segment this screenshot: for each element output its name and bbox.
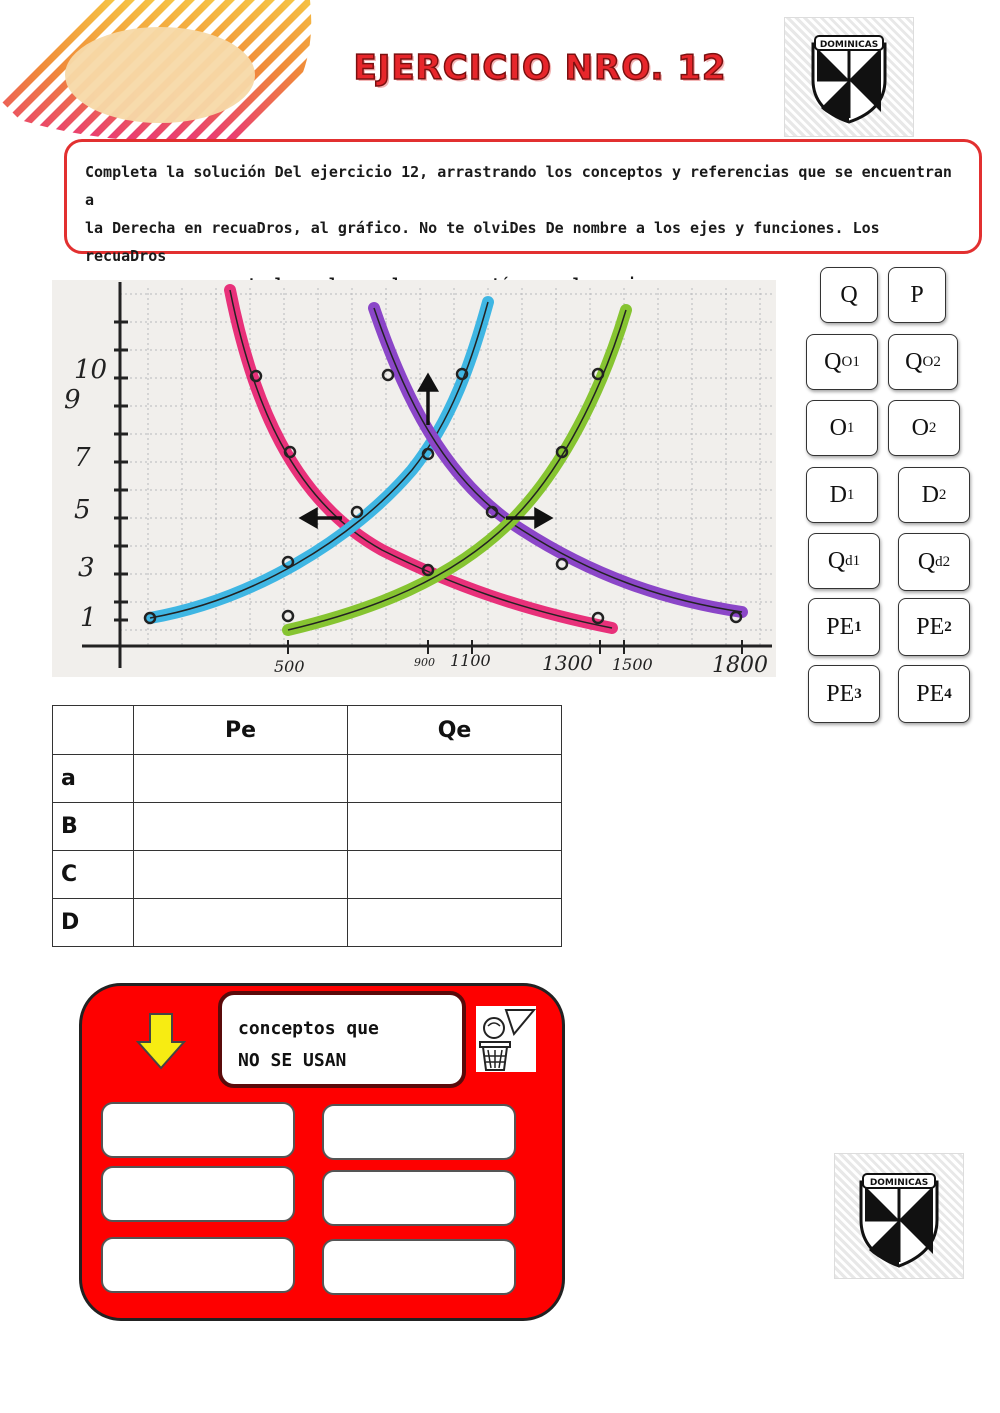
concept-chip-sub: 2: [938, 486, 947, 503]
logo-text: DOMINICAS: [819, 40, 879, 50]
concept-chip-label: Q: [840, 281, 858, 308]
school-logo-bottom: [834, 1153, 964, 1279]
concept-chip-sub: d2: [935, 553, 951, 570]
supply-demand-graph: [52, 280, 776, 677]
concept-chip-qo1[interactable]: [806, 334, 878, 390]
trash-slot[interactable]: [322, 1170, 516, 1226]
concept-chip-sub: d1: [845, 552, 861, 569]
concept-chip-label: D: [921, 481, 939, 508]
row-label: a: [53, 755, 134, 803]
instructions-box: [64, 139, 982, 265]
x-tick-label: 1800: [712, 653, 768, 677]
concept-chip-p[interactable]: [888, 267, 946, 323]
concept-chip-sub: O2: [922, 353, 941, 370]
x-tick-label: 500: [274, 657, 305, 676]
concept-chip-pe3[interactable]: [808, 665, 880, 723]
x-tick-label: 1100: [450, 651, 491, 670]
y-tick-label: 10: [74, 355, 108, 385]
concept-chip-label: PE: [826, 613, 855, 640]
row-label: B: [53, 803, 134, 851]
y-tick-label: 7: [74, 443, 91, 473]
row-label: C: [53, 851, 134, 899]
x-tick-label: 1500: [612, 655, 653, 674]
concept-chip-label: Q: [827, 547, 846, 574]
concept-chip-sub: O1: [841, 353, 860, 370]
answer-cell-pe[interactable]: [134, 803, 348, 851]
concept-chip-sub: 1: [854, 618, 862, 635]
shield-icon: [835, 1154, 963, 1278]
concept-chip-label: PE: [916, 613, 945, 640]
concept-chip-sub: 1: [846, 486, 855, 503]
answer-cell-qe[interactable]: [348, 803, 562, 851]
y-tick-label: 3: [78, 553, 95, 583]
concept-chip-d1[interactable]: [806, 467, 878, 523]
concept-chip-q[interactable]: [820, 267, 878, 323]
concept-chip-pe4[interactable]: [898, 665, 970, 723]
page-title: EJERCICIO NRO. 12: [353, 48, 727, 88]
school-logo-top: [784, 17, 914, 137]
column-header-qe: Qe: [348, 706, 562, 755]
column-header-pe: Pe: [134, 706, 348, 755]
trash-slot[interactable]: [322, 1239, 516, 1295]
trash-can-icon: [476, 1006, 536, 1072]
concept-chip-label: O: [911, 414, 929, 441]
concept-chip-sub: 1: [846, 419, 855, 436]
row-label: D: [53, 899, 134, 947]
equilibrium-table: [52, 705, 562, 947]
trash-label-line-2: NO SE USAN: [238, 1050, 347, 1071]
concept-chip-qd1[interactable]: [808, 533, 880, 589]
trash-slot[interactable]: [322, 1104, 516, 1160]
concept-chip-label: Q: [824, 348, 842, 375]
answer-cell-qe[interactable]: [348, 851, 562, 899]
instructions-line-1: Completa la solución Del ejercicio 12, arrastrando los conceptos y referencias que se encuentran a: [85, 163, 952, 209]
trash-slot[interactable]: [101, 1237, 295, 1293]
concept-chip-sub: 4: [944, 685, 952, 702]
corner-decoration: [0, 0, 330, 150]
instructions-line-2: la Derecha en recuaDros, al gráfico. No te olviDes De nombre a los ejes y funciones. Los recuaDros: [85, 219, 880, 265]
answer-cell-qe[interactable]: [348, 899, 562, 947]
x-tick-label: 1300: [542, 651, 593, 675]
answer-cell-pe[interactable]: [134, 851, 348, 899]
trash-label-line-1: conceptos que: [238, 1018, 379, 1039]
concept-chip-label: P: [910, 281, 924, 308]
concept-chip-label: PE: [826, 680, 855, 707]
table-row: [53, 851, 562, 899]
answer-cell-qe[interactable]: [348, 755, 562, 803]
answer-cell-pe[interactable]: [134, 899, 348, 947]
y-tick-label: 9: [64, 385, 81, 415]
concept-chip-d2[interactable]: [898, 467, 970, 523]
table-row: [53, 755, 562, 803]
concept-chip-sub: 3: [854, 685, 862, 702]
concept-chip-label: D: [829, 481, 847, 508]
concept-chip-label: PE: [916, 680, 945, 707]
table-row: [53, 899, 562, 947]
logo-text: DOMINICAS: [869, 1178, 929, 1188]
y-tick-label: 1: [80, 603, 97, 633]
shield-icon: [785, 18, 913, 136]
concept-chip-sub: 2: [944, 618, 952, 635]
concept-chip-label: Q: [917, 548, 936, 575]
x-tick-label: 900: [414, 656, 435, 669]
concept-chip-o2[interactable]: [888, 400, 960, 456]
concept-chip-label: Q: [905, 348, 923, 375]
table-row: [53, 803, 562, 851]
concept-chip-o1[interactable]: [806, 400, 878, 456]
concept-chip-sub: 2: [928, 419, 937, 436]
trash-label: [218, 991, 466, 1088]
concept-chip-label: O: [829, 414, 847, 441]
answer-cell-pe[interactable]: [134, 755, 348, 803]
arrow-down-icon: [136, 1012, 186, 1070]
concept-chip-pe1[interactable]: [808, 598, 880, 656]
trash-slot[interactable]: [101, 1166, 295, 1222]
concept-chip-qo2[interactable]: [888, 334, 958, 390]
concept-chip-pe2[interactable]: [898, 598, 970, 656]
table-corner-cell: [53, 706, 134, 755]
y-tick-label: 5: [74, 495, 91, 525]
trash-slot[interactable]: [101, 1102, 295, 1158]
concept-chip-qd2[interactable]: [898, 533, 970, 591]
